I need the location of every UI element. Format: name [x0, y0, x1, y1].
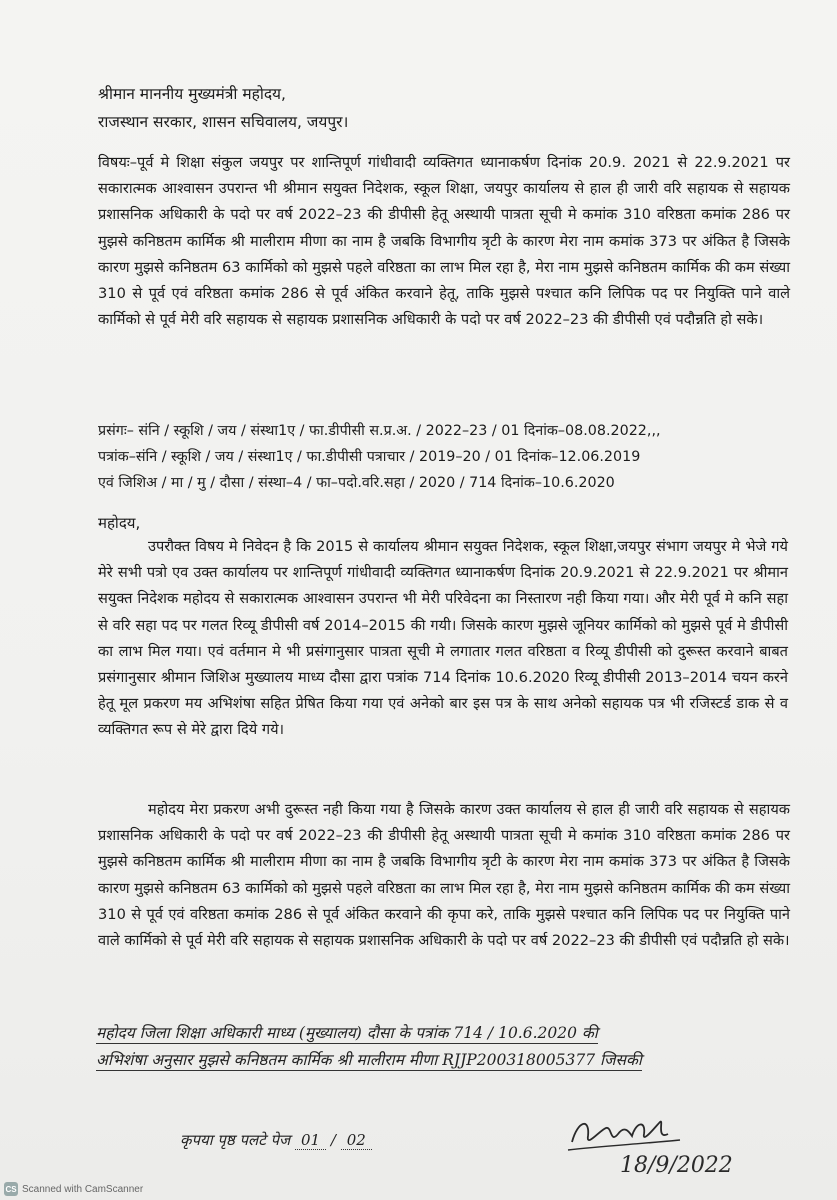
camscanner-logo-icon: CS [4, 1182, 18, 1196]
body-paragraph-2-text: महोदय मेरा प्रकरण अभी दुरूस्त नही किया गया है जिसके कारण उक्त कार्यालय से हाल ही जारी वरि सहायक से सहायक प्रशासनिक अधिकारी के पदो पर वर्ष 2022–23 की डीपीसी हेतू अस्थायी पात्रता सूची मे कमांक 310 वरिष्ठता कमांक 286 पर मुझसे कनिष्ठतम कार्मिक श्री मालीराम मीणा का नाम है जबकि विभागीय त्रृटी के कारण मेरा नाम कमांक 373 पर अंकित है जिसके कारण मुझसे कनिष्ठतम 63 कार्मिको को मुझसे पहले वरिष्ठता का लाभ मिल रहा है, मेरा नाम मुझसे कनिष्ठतम कार्मिक की कम संख्या 310 से पूर्व एवं वरिष्ठता कमांक 286 से पूर्व अंकित करवाने की कृपा करे, ताकि मुझसे पश्चात कनि लिपिक पद पर नियुक्ति पाने वाले कार्मिको से पूर्व मेरी वरि सहायक से सहायक प्रशासनिक अधिकारी के पदो पर वर्ष 2022–23 की डीपीसी एवं पदौन्नति हो सके। [98, 801, 790, 950]
body-paragraph-1 [98, 534, 788, 744]
body-paragraph-1-text: उपरौक्त विषय मे निवेदन है कि 2015 से कार्यालय श्रीमान सयुक्त निदेशक, स्कूल शिक्षा,जयपुर संभाग जयपुर मे भेजे गये मेरे सभी पत्रो एव उक्त कार्यालय पर शान्तिपूर्ण गांधीवादी व्यक्तिगत ध्यानाकर्षण दिनांक 20.9.2021 से 22.9.2021 पर श्रीमान सयुक्त निदेशक महोदय से सकारात्मक आश्वासन उपरान्त भी मेरी परिवेदना का निस्तारण नही किया गया। और मेरी पूर्व मे कनि सहा से वरि सहा पद पर गलत रिव्यू डीपीसी वर्ष 2014–2015 की गयी। जिसके कारण मुझसे जूनियर कार्मिको को मुझसे पूर्व मे डीपीसी का लाभ मिल गया। एवं वर्तमान मे भी प्रसंगानुसार पात्रता सूची मे लगातार गलत वरिष्ठता व रिव्यू डीपीसी को दुरूस्त करवाने बाबत प्रसंगानुसार श्रीमान जिशिअ मुख्यालय माध्य दौसा द्वारा पत्रांक 714 दिनांक 10.6.2020 रिव्यू डीपीसी 2013–2014 चयन करने हेतू मूल प्रकरण मय अभिशंषा सहित प्रेषित किया गया एवं अनेको बार इस पत्र के साथ अनेको सहायक पत्र भी रजिस्टर्ड डाक से व व्यक्तिगत रूप से मेरे द्वारा दिये गये। [98, 538, 788, 739]
handwritten-note [96, 1020, 796, 1074]
page-total: 02 [341, 1131, 372, 1150]
addressee-block [98, 80, 798, 136]
signature [560, 1100, 760, 1180]
reference-line-1: प्रसंगः– संनि / स्कूशि / जय / संस्था1ए / फा.डीपीसी स.प्र.अ. / 2022–23 / 01 दिनांक–08.08.2022,,, [98, 423, 661, 439]
body-paragraph-2 [98, 797, 790, 954]
page-separator: / [330, 1131, 336, 1149]
addressee-line-1: श्रीमान माननीय मुख्यमंत्री महोदय, [98, 85, 286, 103]
addressee-line-2: राजस्थान सरकार, शासन सचिवालय, जयपुर। [98, 113, 349, 131]
handwritten-line-1: महोदय जिला शिक्षा अधिकारी माध्य (मुख्यालय) दौसा के पत्रांक 714 / 10.6.2020 की [96, 1024, 598, 1042]
subject-paragraph: विषयः–पूर्व मे शिक्षा संकुल जयपुर पर शान्तिपूर्ण गांधीवादी व्यक्तिगत ध्यानाकर्षण दिनांक 20.9. 2021 से 22.9.2021 पर सकारात्मक आश्वासन उपरान्त भी श्रीमान सयुक्त निदेशक, स्कूल शिक्षा, जयपुर कार्यालय से हाल ही जारी वरि सहायक से सहायक प्रशासनिक अधिकारी के पदो पर वर्ष 2022–23 की डीपीसी हेतू अस्थायी पात्रता सूची मे कमांक 310 वरिष्ठता कमांक 286 पर मुझसे कनिष्ठतम कार्मिक श्री मालीराम मीणा का नाम है जबकि विभागीय त्रृटी के कारण मेरा नाम कमांक 373 पर अंकित है जिसके कारण मुझसे कनिष्ठतम 63 कार्मिको को मुझसे पहले वरिष्ठता का लाभ मिल रहा है, मेरा नाम मुझसे कनिष्ठतम कार्मिक की कम संख्या 310 से पूर्व एवं वरिष्ठता कमांक 286 से पूर्व अंकित करवाने हेतू, ताकि मुझसे पश्चात कनि लिपिक पद पर नियुक्ति पाने वाले कार्मिको से पूर्व मेरी वरि सहायक से सहायक प्रशासनिक अधिकारी के पदो पर वर्ष 2022–23 की डीपीसी एवं पदौन्नति हो सके। [98, 154, 790, 329]
reference-block [98, 418, 818, 496]
page-turn-note [180, 1130, 372, 1150]
signature-date: 18/9/2022 [620, 1153, 733, 1178]
signature-scribble-icon [560, 1100, 760, 1180]
reference-line-3: एवं जिशिअ / मा / मु / दौसा / संस्था–4 / फा–पदो.वरि.सहा / 2020 / 714 दिनांक–10.6.2020 [98, 475, 615, 491]
reference-line-2: पत्रांक–संनि / स्कूशि / जय / संस्था1ए / फा.डीपीसी पत्राचार / 2019–20 / 01 दिनांक–12.06.2019 [98, 449, 641, 465]
page-current: 01 [295, 1131, 326, 1150]
greeting: महोदय, [98, 514, 141, 532]
page-turn-text: कृपया पृष्ठ पलटे पेज [180, 1131, 291, 1149]
camscanner-text: Scanned with CamScanner [22, 1183, 144, 1195]
handwritten-line-2: अभिशंषा अनुसार मुझसे कनिष्ठतम कार्मिक श्री मालीराम मीणा RJJP200318005377 जिसकी [96, 1051, 642, 1069]
camscanner-watermark [0, 1178, 143, 1200]
